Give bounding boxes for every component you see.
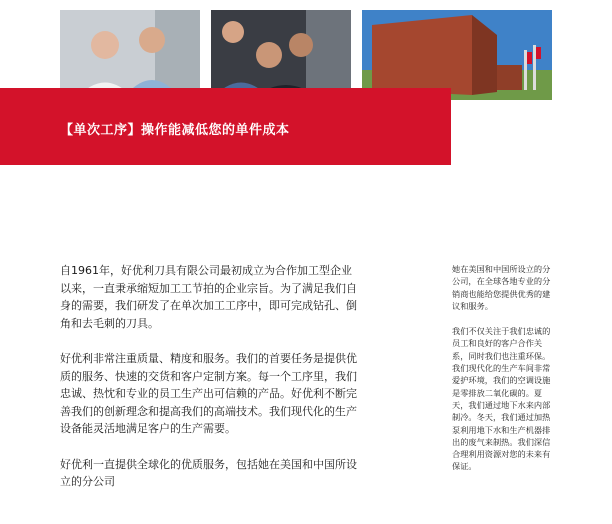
sidebar-paragraph: 她在美国和中国所设立的分公司，在全球各地专业的分销商也能给您提供优秀的建议和服务。	[452, 264, 551, 311]
body-paragraph: 自1961年，好优利刀具有限公司最初成立为合作加工型企业以来，一直秉承缩短加工工节拍的企业宗旨。为了满足我们自身的需要，我们研发了在单次加工工序中，即可完成钻孔、倒角和去毛刺的刀具。	[60, 264, 357, 330]
sidebar-paragraph: 我们不仅关注于我们忠诚的员工和良好的客户合作关系，同时我们也注重环保。我们现代化的生产车间非常爱护环境，我们的空调设施是零排放二氧化碳的。夏天，我们通过地下水来内部制冷。冬天，我们通过加热泵利用地下水和生产机器排出的废气来制热。我们深信合理利用资源对您的未来有保证。	[452, 326, 551, 472]
page-heading: 【单次工序】操作能减低您的单件成本	[60, 123, 290, 138]
photo-team	[211, 10, 351, 100]
body-paragraph: 好优利一直提供全球化的优质服务，包括她在美国和中国所设立的分公司	[60, 457, 357, 488]
main-body	[60, 262, 358, 509]
body-paragraph: 好优利非常注重质量、精度和服务。我们的首要任务是提供优质的服务、快速的交货和客户定制方案。每一个工序里，我们忠诚、热忱和专业的员工生产出可信赖的产品。好优利不断完善我们的创新理念和提高我们的高端技术。我们现代化的生产设备能灵活地满足客户的生产需要。	[60, 352, 357, 435]
photo-executives	[60, 10, 200, 100]
photo-factory	[362, 10, 552, 100]
sidebar-column	[452, 263, 557, 486]
